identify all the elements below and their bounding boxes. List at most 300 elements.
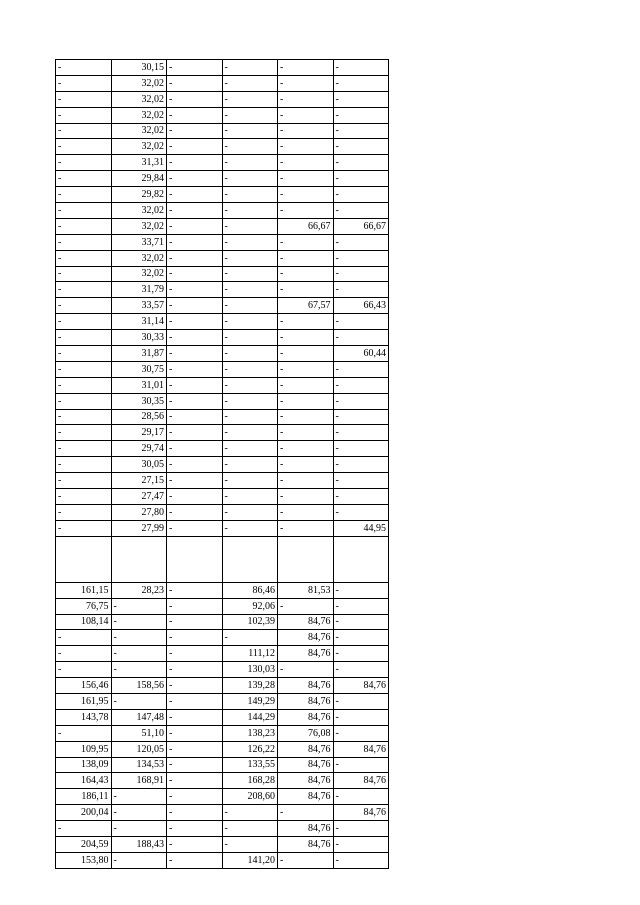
table-cell: - (56, 298, 112, 314)
table-cell: 144,29 (222, 709, 278, 725)
table-cell: - (333, 725, 389, 741)
table-cell: - (56, 725, 112, 741)
table-cell: 186,11 (56, 789, 112, 805)
table-cell: - (222, 187, 278, 203)
table-cell: - (167, 123, 223, 139)
table-cell: 102,39 (222, 614, 278, 630)
table-cell: - (167, 662, 223, 678)
table-cell: - (278, 504, 334, 520)
table-cell: - (333, 789, 389, 805)
table-cell: - (167, 709, 223, 725)
table-cell: - (56, 60, 112, 76)
table-cell: - (222, 266, 278, 282)
table-cell: - (167, 107, 223, 123)
table-cell: 27,47 (111, 489, 167, 505)
table-cell (222, 536, 278, 582)
table-cell: 32,02 (111, 203, 167, 219)
table-row (56, 250, 389, 266)
table-cell: - (222, 282, 278, 298)
table-cell: - (333, 852, 389, 868)
table-cell: - (111, 852, 167, 868)
table-cell: - (278, 441, 334, 457)
table-cell: 133,55 (222, 757, 278, 773)
table-cell: - (222, 203, 278, 219)
table-cell: - (222, 805, 278, 821)
table-cell: - (167, 441, 223, 457)
table-row (56, 598, 389, 614)
table-cell: - (222, 298, 278, 314)
table-cell: 84,76 (278, 678, 334, 694)
table-cell: - (56, 393, 112, 409)
table-cell: - (56, 821, 112, 837)
table-cell: - (167, 203, 223, 219)
table-row (56, 393, 389, 409)
table-cell: - (333, 75, 389, 91)
table-cell: - (333, 489, 389, 505)
table-cell: 138,09 (56, 757, 112, 773)
table-cell: - (222, 361, 278, 377)
table-cell: 30,75 (111, 361, 167, 377)
table-cell: 67,57 (278, 298, 334, 314)
table-cell: - (333, 234, 389, 250)
table-cell: - (167, 473, 223, 489)
table-row (56, 821, 389, 837)
table-cell: - (167, 171, 223, 187)
table-cell: - (167, 614, 223, 630)
table-cell: 84,76 (278, 646, 334, 662)
table-cell: - (333, 91, 389, 107)
table-cell: 84,76 (278, 709, 334, 725)
table-cell: 31,01 (111, 377, 167, 393)
table-cell: - (56, 520, 112, 536)
table-cell: - (278, 187, 334, 203)
table-cell: 27,99 (111, 520, 167, 536)
table-cell: - (333, 409, 389, 425)
table-row (56, 693, 389, 709)
table-cell: - (278, 107, 334, 123)
table-cell: - (222, 123, 278, 139)
table-cell: - (222, 836, 278, 852)
table-cell: 147,48 (111, 709, 167, 725)
table-cell: 156,46 (56, 678, 112, 694)
table-cell: 138,23 (222, 725, 278, 741)
table-cell: 66,43 (333, 298, 389, 314)
table-cell (56, 536, 112, 582)
table-row (56, 678, 389, 694)
table-cell: - (222, 821, 278, 837)
table-cell: - (56, 266, 112, 282)
table-cell: - (167, 520, 223, 536)
table-cell: - (278, 139, 334, 155)
table-cell: 84,76 (278, 693, 334, 709)
table-cell: - (278, 266, 334, 282)
table-row (56, 282, 389, 298)
table-row (56, 805, 389, 821)
table-cell: - (333, 836, 389, 852)
table-row (56, 614, 389, 630)
table-row (56, 107, 389, 123)
table-cell: 60,44 (333, 346, 389, 362)
table-cell: - (167, 646, 223, 662)
table-cell: - (167, 741, 223, 757)
table-cell: - (56, 646, 112, 662)
table-cell: - (167, 504, 223, 520)
table-cell: - (278, 203, 334, 219)
table-cell: 92,06 (222, 598, 278, 614)
table-cell: 32,02 (111, 91, 167, 107)
table-cell (167, 536, 223, 582)
table-cell: - (333, 250, 389, 266)
table-row (56, 725, 389, 741)
table-cell: - (56, 457, 112, 473)
table-cell: - (333, 282, 389, 298)
table-cell: - (56, 314, 112, 330)
table-row (56, 346, 389, 362)
table-cell: - (278, 346, 334, 362)
table-cell: - (278, 330, 334, 346)
table-cell: - (111, 598, 167, 614)
table-cell: - (111, 630, 167, 646)
table-cell: - (167, 139, 223, 155)
table-cell: - (278, 489, 334, 505)
table-body (56, 60, 389, 869)
table-cell: - (56, 171, 112, 187)
table-cell: 66,67 (278, 218, 334, 234)
table-cell: 31,79 (111, 282, 167, 298)
table-cell: 30,15 (111, 60, 167, 76)
table-cell: - (222, 457, 278, 473)
table-cell: 168,28 (222, 773, 278, 789)
table-cell: - (56, 75, 112, 91)
table-cell: 84,76 (278, 789, 334, 805)
table-cell (333, 536, 389, 582)
table-cell: - (56, 425, 112, 441)
table-cell: 143,78 (56, 709, 112, 725)
table-row (56, 218, 389, 234)
table-cell: - (167, 425, 223, 441)
table-cell: - (167, 234, 223, 250)
table-cell: 134,53 (111, 757, 167, 773)
table-cell: - (167, 75, 223, 91)
table-cell: 31,14 (111, 314, 167, 330)
table-cell: 84,76 (278, 836, 334, 852)
table-cell: 109,95 (56, 741, 112, 757)
table-cell: - (56, 504, 112, 520)
table-cell: - (222, 250, 278, 266)
table-cell: - (56, 662, 112, 678)
table-cell: 32,02 (111, 250, 167, 266)
table-cell: - (333, 139, 389, 155)
table-cell: - (222, 75, 278, 91)
table-cell: 120,05 (111, 741, 167, 757)
table-cell: - (333, 425, 389, 441)
table-cell: - (222, 218, 278, 234)
table-cell: - (56, 361, 112, 377)
table-cell: 153,80 (56, 852, 112, 868)
table-cell: - (333, 187, 389, 203)
table-cell: 31,87 (111, 346, 167, 362)
table-cell: - (111, 821, 167, 837)
table-cell: - (167, 489, 223, 505)
table-row (56, 709, 389, 725)
table-cell: 108,14 (56, 614, 112, 630)
table-cell: - (222, 139, 278, 155)
table-cell: - (56, 489, 112, 505)
table-cell: 84,76 (278, 614, 334, 630)
data-table (55, 59, 389, 869)
table-cell: - (333, 821, 389, 837)
table-cell: 86,46 (222, 582, 278, 598)
table-cell: - (111, 805, 167, 821)
table-cell: - (56, 250, 112, 266)
table-row (56, 582, 389, 598)
table-row (56, 361, 389, 377)
table-cell: - (333, 377, 389, 393)
table-cell: - (167, 187, 223, 203)
table-cell: - (167, 598, 223, 614)
table-cell: 81,53 (278, 582, 334, 598)
table-row (56, 852, 389, 868)
table-cell: - (222, 425, 278, 441)
table-row (56, 123, 389, 139)
table-row (56, 75, 389, 91)
table-cell: 32,02 (111, 266, 167, 282)
table-cell: 32,02 (111, 75, 167, 91)
table-cell: 141,20 (222, 852, 278, 868)
table-cell: - (167, 314, 223, 330)
table-cell: - (222, 60, 278, 76)
table-cell: - (56, 123, 112, 139)
table-cell: - (333, 473, 389, 489)
table-cell: 84,76 (278, 773, 334, 789)
table-row (56, 457, 389, 473)
table-cell: - (222, 330, 278, 346)
table-cell: - (167, 630, 223, 646)
table-cell: - (278, 75, 334, 91)
table-cell: - (167, 852, 223, 868)
table-row (56, 520, 389, 536)
table-cell: - (333, 203, 389, 219)
table-cell: - (333, 757, 389, 773)
table-cell: - (167, 757, 223, 773)
table-row (56, 536, 389, 582)
table-cell: - (167, 836, 223, 852)
table-cell: 76,08 (278, 725, 334, 741)
table-cell: - (278, 852, 334, 868)
table-cell: 200,04 (56, 805, 112, 821)
table-cell: 84,76 (278, 821, 334, 837)
table-row (56, 489, 389, 505)
table-cell: - (222, 409, 278, 425)
table-cell: 76,75 (56, 598, 112, 614)
table-cell: - (333, 155, 389, 171)
table-row (56, 171, 389, 187)
table-cell: - (333, 361, 389, 377)
table-cell: - (222, 234, 278, 250)
table-cell: - (56, 139, 112, 155)
table-row (56, 836, 389, 852)
table-cell: 44,95 (333, 520, 389, 536)
table-cell (278, 536, 334, 582)
table-cell: 111,12 (222, 646, 278, 662)
table-cell: - (167, 805, 223, 821)
table-cell: - (56, 346, 112, 362)
table-cell: 33,71 (111, 234, 167, 250)
table-cell: - (278, 91, 334, 107)
table-cell: - (278, 171, 334, 187)
table-cell: 84,76 (333, 805, 389, 821)
table-row (56, 409, 389, 425)
table-cell: 84,76 (278, 630, 334, 646)
table-cell: - (222, 520, 278, 536)
table-cell: - (333, 709, 389, 725)
table-cell: - (167, 346, 223, 362)
table-cell: - (278, 234, 334, 250)
table-row (56, 155, 389, 171)
table-cell: - (111, 789, 167, 805)
table-cell: - (56, 630, 112, 646)
table-cell: - (167, 330, 223, 346)
table-cell: - (56, 441, 112, 457)
table-cell: - (56, 155, 112, 171)
table-cell: - (167, 393, 223, 409)
table-cell: 164,43 (56, 773, 112, 789)
table-cell: 188,43 (111, 836, 167, 852)
table-row (56, 314, 389, 330)
table-cell: - (111, 614, 167, 630)
table-cell: - (278, 393, 334, 409)
table-cell: - (56, 409, 112, 425)
table-cell: - (222, 314, 278, 330)
table-cell: - (167, 678, 223, 694)
table-cell: - (56, 218, 112, 234)
table-cell: 168,91 (111, 773, 167, 789)
table-cell: - (167, 155, 223, 171)
table-cell: - (167, 377, 223, 393)
table-cell: - (333, 393, 389, 409)
table-cell: 29,82 (111, 187, 167, 203)
table-cell: 31,31 (111, 155, 167, 171)
table-cell: - (333, 60, 389, 76)
table-cell: - (333, 457, 389, 473)
table-cell: - (167, 282, 223, 298)
table-row (56, 298, 389, 314)
table-cell: - (167, 725, 223, 741)
table-row (56, 60, 389, 76)
table-cell: - (167, 773, 223, 789)
table-cell: - (222, 630, 278, 646)
table-cell: - (56, 282, 112, 298)
table-cell: - (167, 582, 223, 598)
table-cell: 208,60 (222, 789, 278, 805)
table-cell: - (167, 693, 223, 709)
table-cell: 27,80 (111, 504, 167, 520)
table-row (56, 266, 389, 282)
table-cell: - (222, 346, 278, 362)
table-row (56, 662, 389, 678)
table-cell: - (333, 330, 389, 346)
table-cell: - (56, 203, 112, 219)
table-cell: - (111, 693, 167, 709)
table-cell: - (278, 60, 334, 76)
table-cell: - (222, 91, 278, 107)
table-cell: 51,10 (111, 725, 167, 741)
table-cell: - (167, 409, 223, 425)
table-row (56, 773, 389, 789)
table-cell: - (222, 489, 278, 505)
table-cell: - (278, 250, 334, 266)
table-cell: - (333, 662, 389, 678)
table-cell: 28,23 (111, 582, 167, 598)
table-cell: - (167, 60, 223, 76)
table-cell: - (333, 630, 389, 646)
table-cell: - (333, 107, 389, 123)
table-cell: - (222, 107, 278, 123)
table-cell: 161,95 (56, 693, 112, 709)
table-row (56, 187, 389, 203)
table-row (56, 139, 389, 155)
table-cell: 29,17 (111, 425, 167, 441)
table-cell: - (167, 91, 223, 107)
table-cell: - (333, 582, 389, 598)
table-row (56, 234, 389, 250)
table-cell: - (222, 393, 278, 409)
table-cell: 204,59 (56, 836, 112, 852)
table-cell: - (167, 218, 223, 234)
table-cell: - (167, 266, 223, 282)
table-cell: - (333, 123, 389, 139)
table-cell: 84,76 (278, 741, 334, 757)
table-cell: 29,74 (111, 441, 167, 457)
table-cell: - (278, 662, 334, 678)
table-cell: - (167, 457, 223, 473)
table-cell: 29,84 (111, 171, 167, 187)
table-row (56, 646, 389, 662)
table-cell: - (278, 282, 334, 298)
table-cell: - (167, 250, 223, 266)
table-cell: - (278, 805, 334, 821)
table-cell: - (56, 107, 112, 123)
table-row (56, 757, 389, 773)
table-cell: 33,57 (111, 298, 167, 314)
table-cell: - (333, 266, 389, 282)
table-cell: - (167, 789, 223, 805)
table-cell: 32,02 (111, 123, 167, 139)
table-cell: - (278, 409, 334, 425)
table-cell: - (222, 155, 278, 171)
table-row (56, 91, 389, 107)
table-cell: - (222, 171, 278, 187)
table-row (56, 377, 389, 393)
table-cell: - (333, 598, 389, 614)
table-cell: 158,56 (111, 678, 167, 694)
table-cell: 32,02 (111, 107, 167, 123)
table-cell: 30,05 (111, 457, 167, 473)
table-cell: - (222, 441, 278, 457)
table-cell: 27,15 (111, 473, 167, 489)
table-cell: - (333, 441, 389, 457)
table-cell: 84,76 (333, 773, 389, 789)
table-cell: - (278, 425, 334, 441)
table-row (56, 504, 389, 520)
table-cell: 84,76 (333, 741, 389, 757)
table-cell: 32,02 (111, 218, 167, 234)
table-cell: - (56, 473, 112, 489)
table-cell: - (278, 473, 334, 489)
table-cell: - (56, 91, 112, 107)
table-row (56, 630, 389, 646)
table-row (56, 789, 389, 805)
